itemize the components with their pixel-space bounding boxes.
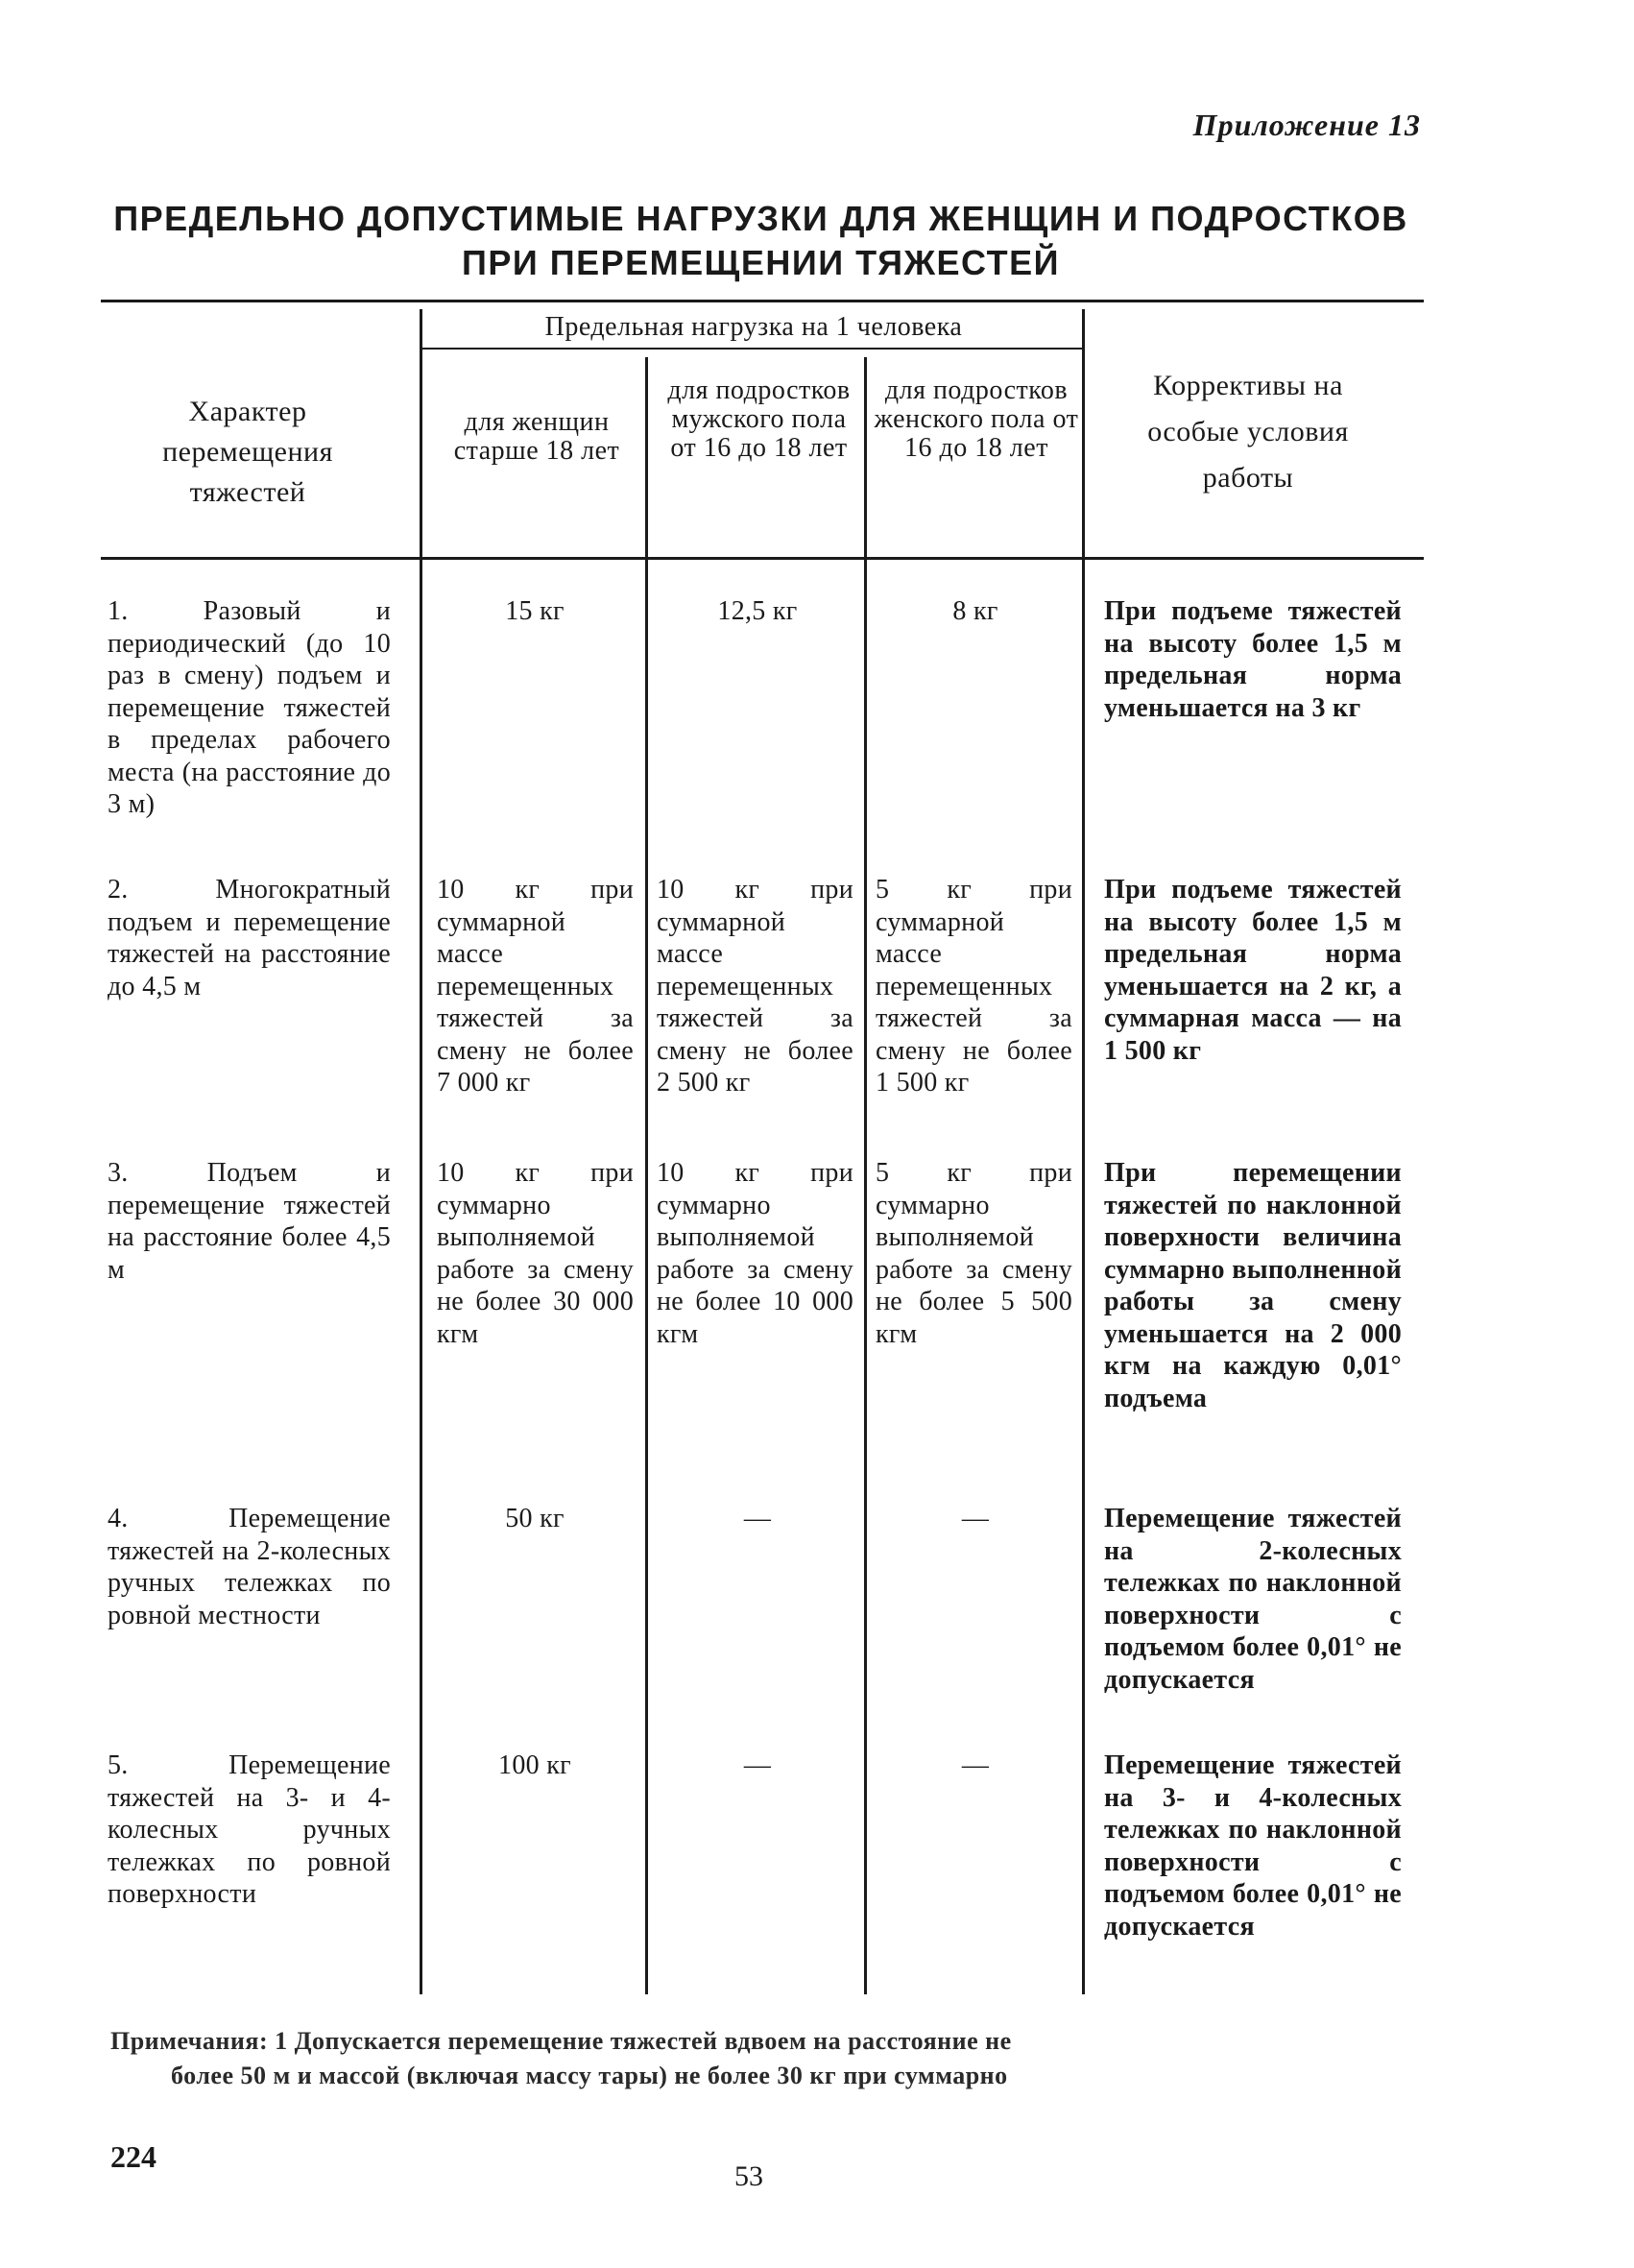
header-bottom-rule xyxy=(101,557,1424,560)
table-row-5-note: Перемещение тяжестей на 3- и 4-колесных тележках по наклонной поверхности с подъемом более 0,01° не допускается xyxy=(1104,1750,1402,1942)
appendix-label: Приложение 13 xyxy=(1192,108,1421,142)
table-row-3-women: 10 кг при суммарно выполняемой работе за смену не более 30 000 кгм xyxy=(437,1158,634,1349)
notes xyxy=(110,2024,1426,2093)
table-row-3-boys: 10 кг при суммарно выполняемой работе за смену не более 10 000 кгм xyxy=(657,1158,853,1349)
table-row-4-boys: — xyxy=(743,1504,772,1533)
table-row-3-note: При перемещении тяжестей по наклонной поверхности величина суммарно выполненной работы за смену уменьшается на 2 000 кгм на каждую 0,01° подъема xyxy=(1104,1158,1402,1413)
notes-line-2: более 50 м и массой (включая массу тары) не более 30 кг при суммарно xyxy=(171,2062,1008,2089)
table-row-3-type: 3. Подъем и перемещение тяжестей на расстояние более 4,5 м xyxy=(108,1158,391,1285)
table-row-5-girls: — xyxy=(961,1750,990,1780)
header-limit-group: Предельная нагрузка на 1 человека xyxy=(544,312,963,342)
table-top-rule xyxy=(101,300,1424,302)
col-divider-4 xyxy=(1082,309,1085,1994)
table-row-3-girls: 5 кг при суммарно выполняемой работе за смену не более 5 500 кгм xyxy=(876,1158,1072,1349)
table-row-5-type: 5. Перемещение тяжестей на 3- и 4-колесных ручных тележках по ровной поверхности xyxy=(108,1750,391,1909)
table-row-5-women: 100 кг xyxy=(498,1750,571,1780)
title-line-1: ПРЕДЕЛЬНО ДОПУСТИМЫЕ НАГРУЗКИ ДЛЯ ЖЕНЩИН И ПОДРОСТКОВ xyxy=(113,199,1408,238)
page-number-left: 224 xyxy=(110,2139,156,2174)
col-divider-2 xyxy=(645,357,648,1994)
table-row-2-women: 10 кг при суммарной массе перемещенных тяжестей за смену не более 7 000 кг xyxy=(437,875,634,1098)
col-divider-1 xyxy=(420,309,422,1994)
table-row-2-note: При подъеме тяжестей на высоту более 1,5 м предельная норма уменьшается на 2 кг, а суммарная масса — на 1 500 кг xyxy=(1104,875,1402,1066)
table-row-1-note: При подъеме тяжестей на высоту более 1,5 м предельная норма уменьшается на 3 кг xyxy=(1104,596,1402,723)
page-title xyxy=(96,197,1426,285)
table-row-1-boys: 12,5 кг xyxy=(717,596,798,626)
header-women: для женщин старше 18 лет xyxy=(453,407,620,466)
table-row-2-boys: 10 кг при суммарной массе перемещенных тяжестей за смену не более 2 500 кг xyxy=(657,875,853,1098)
table-row-5-boys: — xyxy=(743,1750,772,1780)
table-row-1-women: 15 кг xyxy=(505,596,565,626)
header-girls: для подростков женского пола от 16 до 18 лет xyxy=(874,375,1079,463)
table-row-4-girls: — xyxy=(961,1504,990,1533)
header-boys: для подростков мужского пола от 16 до 18 лет xyxy=(667,375,851,463)
table-row-1-girls: 8 кг xyxy=(952,596,998,626)
title-line-2: ПРИ ПЕРЕМЕЩЕНИИ ТЯЖЕСТЕЙ xyxy=(461,243,1061,282)
header-corrections: Коррективы на особые условия работы xyxy=(1147,370,1349,494)
table-row-1-type: 1. Разовый и периодический (до 10 раз в смену) подъем и перемещение тяжестей в пределах рабочего места (на расстояние до 3 м) xyxy=(108,596,391,819)
table-row-4-type: 4. Перемещение тяжестей на 2-колесных ручных тележках по ровной местности xyxy=(108,1504,391,1630)
notes-line-1: Примечания: 1 Допускается перемещение тяжестей вдвоем на расстояние не xyxy=(110,2027,1012,2055)
table-row-2-girls: 5 кг при суммарной массе перемещенных тяжестей за смену не более 1 500 кг xyxy=(876,875,1072,1098)
table-row-2-type: 2. Многократный подъем и перемещение тяжестей на расстояние до 4,5 м xyxy=(108,875,391,1001)
table-row-4-women: 50 кг xyxy=(505,1504,565,1533)
header-movement-type: Характер перемещения тяжестей xyxy=(162,396,333,508)
page-number-center: 53 xyxy=(734,2160,763,2192)
col-divider-3 xyxy=(864,357,867,1994)
group-header-rule xyxy=(422,348,1083,350)
table-row-4-note: Перемещение тяжестей на 2-колесных тележках по наклонной поверхности с подъемом более 0,01° не допускается xyxy=(1104,1504,1402,1695)
